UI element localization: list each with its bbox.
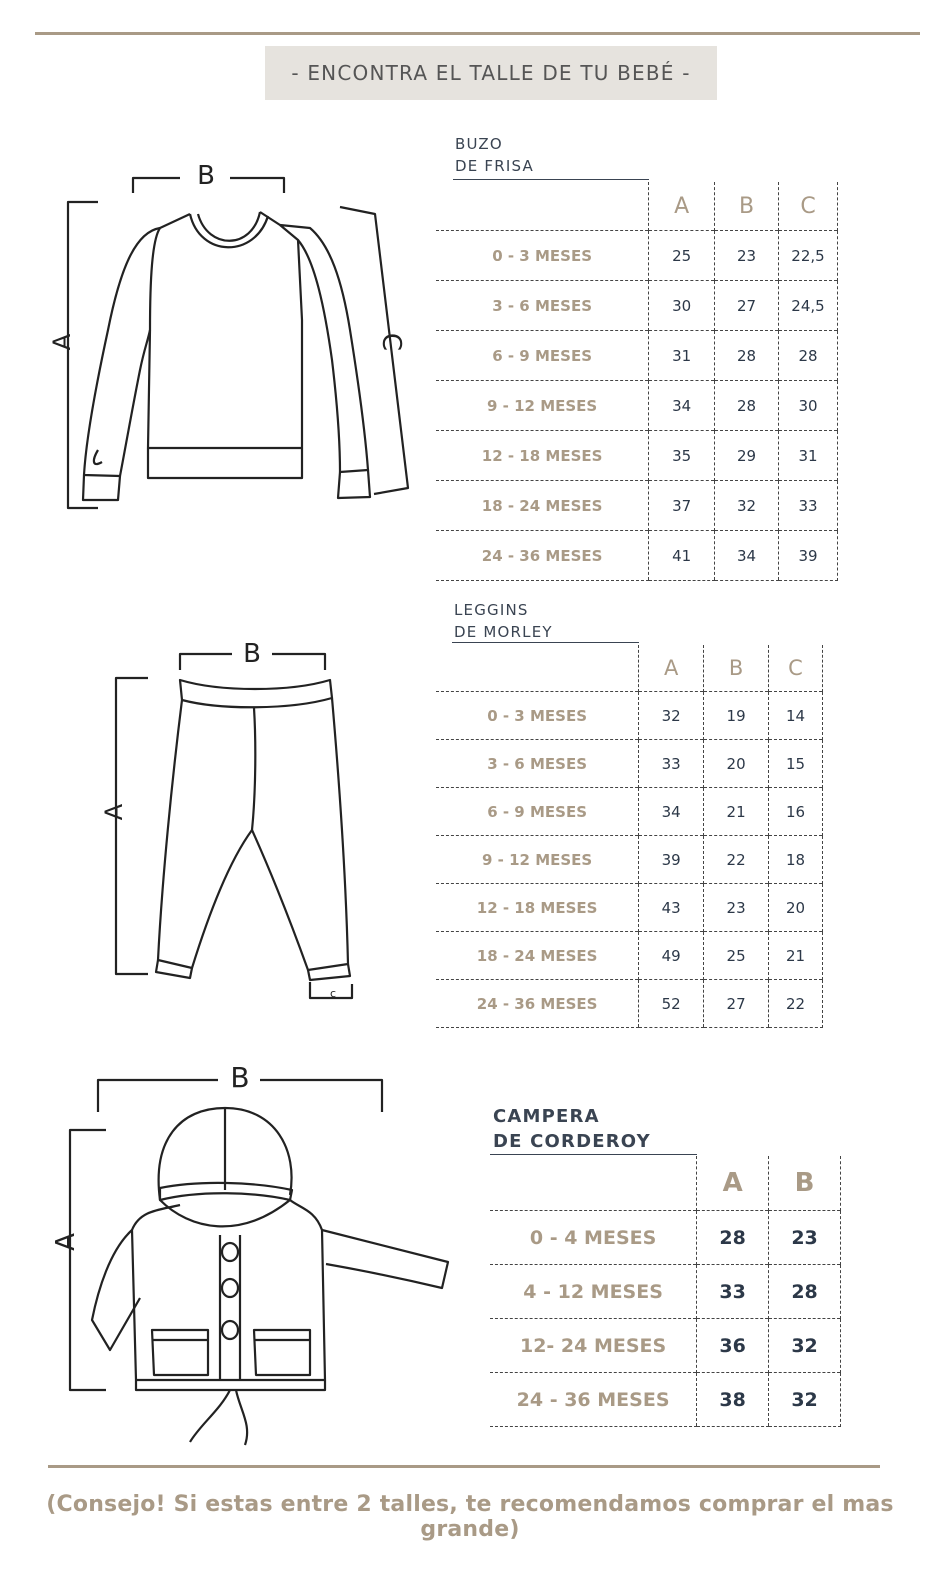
size-value: 52: [639, 980, 704, 1028]
size-value: 25: [649, 231, 715, 281]
size-value: 49: [639, 932, 704, 980]
size-label: 3 - 6 MESES: [436, 740, 639, 788]
size-value: 22: [704, 836, 769, 884]
jacket-dim-b: B: [230, 1061, 250, 1094]
table-row: [436, 836, 823, 884]
table-row: [490, 1211, 841, 1265]
table-row: [490, 1265, 841, 1319]
sweater-illustration: [40, 150, 430, 530]
size-value: 23: [715, 231, 779, 281]
leggings-col-b: B: [704, 645, 769, 692]
sweater-size-table: [436, 182, 838, 581]
leggings-title-underline: [452, 642, 639, 643]
sweater-dim-a: A: [48, 333, 76, 351]
table-row: [436, 692, 823, 740]
table-row: [436, 331, 838, 381]
size-value: 28: [697, 1211, 769, 1265]
size-value: 31: [649, 331, 715, 381]
sweater-dim-b: B: [197, 161, 215, 191]
size-value: 15: [769, 740, 823, 788]
size-value: 23: [769, 1211, 841, 1265]
top-divider: [35, 32, 920, 35]
size-label: 12 - 18 MESES: [436, 884, 639, 932]
leggings-title: [454, 599, 553, 643]
size-label: 6 - 9 MESES: [436, 331, 649, 381]
sweater-dim-c: C: [376, 332, 406, 352]
jacket-title-underline: [490, 1154, 697, 1155]
leggings-title-line2: DE MORLEY: [454, 623, 553, 641]
size-value: 39: [639, 836, 704, 884]
jacket-dim-a: A: [51, 1233, 81, 1251]
footer-tip: (Consejo! Si estas entre 2 talles, te recomendamos comprar el mas grande): [46, 1492, 894, 1542]
table-row: [490, 1319, 841, 1373]
sweater-header-blank: [436, 182, 649, 231]
size-label: 4 - 12 MESES: [490, 1265, 697, 1319]
jacket-title-line2: DE CORDEROY: [493, 1131, 651, 1152]
size-value: 32: [639, 692, 704, 740]
size-label: 18 - 24 MESES: [436, 932, 639, 980]
size-value: 30: [649, 281, 715, 331]
size-label: 0 - 3 MESES: [436, 231, 649, 281]
size-label: 9 - 12 MESES: [436, 381, 649, 431]
size-value: 32: [715, 481, 779, 531]
leggings-dim-a: A: [100, 803, 128, 821]
leggings-illustration: [100, 630, 370, 1010]
jacket-col-b: B: [769, 1156, 841, 1211]
size-value: 28: [715, 381, 779, 431]
table-row: [436, 281, 838, 331]
sweater-title: [455, 133, 534, 177]
sweater-col-c: C: [779, 182, 838, 231]
size-value: 22: [769, 980, 823, 1028]
leggings-col-c: C: [769, 645, 823, 692]
size-label: 18 - 24 MESES: [436, 481, 649, 531]
size-value: 28: [769, 1265, 841, 1319]
table-row: [490, 1373, 841, 1427]
jacket-header-blank: [490, 1156, 697, 1211]
size-value: 20: [704, 740, 769, 788]
size-label: 12 - 18 MESES: [436, 431, 649, 481]
size-label: 12- 24 MESES: [490, 1319, 697, 1373]
size-label: 24 - 36 MESES: [490, 1373, 697, 1427]
size-value: 27: [715, 281, 779, 331]
size-value: 43: [639, 884, 704, 932]
jacket-col-a: A: [697, 1156, 769, 1211]
leggings-dim-c: c: [329, 987, 337, 1000]
size-value: 19: [704, 692, 769, 740]
table-row: [436, 431, 838, 481]
table-row: [436, 884, 823, 932]
size-label: 0 - 3 MESES: [436, 692, 639, 740]
size-value: 36: [697, 1319, 769, 1373]
sweater-col-a: A: [649, 182, 715, 231]
sweater-col-b: B: [715, 182, 779, 231]
size-value: 31: [779, 431, 838, 481]
size-label: 3 - 6 MESES: [436, 281, 649, 331]
size-value: 33: [697, 1265, 769, 1319]
leggings-header-blank: [436, 645, 639, 692]
size-value: 21: [769, 932, 823, 980]
jacket-size-table: [490, 1156, 841, 1427]
table-row: [436, 980, 823, 1028]
size-value: 27: [704, 980, 769, 1028]
size-label: 9 - 12 MESES: [436, 836, 639, 884]
size-value: 14: [769, 692, 823, 740]
jacket-title-line1: CAMPERA: [493, 1106, 600, 1127]
leggings-dim-b: B: [243, 639, 261, 669]
size-value: 35: [649, 431, 715, 481]
size-value: 30: [779, 381, 838, 431]
sweater-title-line2: DE FRISA: [455, 157, 534, 175]
size-value: 28: [779, 331, 838, 381]
table-row: [436, 231, 838, 281]
jacket-title: [493, 1104, 651, 1154]
size-label: 0 - 4 MESES: [490, 1211, 697, 1265]
sweater-title-underline: [453, 179, 649, 180]
jacket-illustration: [40, 1060, 460, 1450]
size-value: 33: [779, 481, 838, 531]
jacket-table-header: [490, 1156, 841, 1211]
sweater-title-line1: BUZO: [455, 135, 503, 153]
table-row: [436, 481, 838, 531]
size-value: 21: [704, 788, 769, 836]
size-value: 39: [779, 531, 838, 581]
size-label: 24 - 36 MESES: [436, 980, 639, 1028]
size-value: 41: [649, 531, 715, 581]
size-value: 24,5: [779, 281, 838, 331]
table-row: [436, 740, 823, 788]
size-value: 25: [704, 932, 769, 980]
table-row: [436, 932, 823, 980]
leggings-col-a: A: [639, 645, 704, 692]
page-title-banner: - ENCONTRA EL TALLE DE TU BEBÉ -: [265, 46, 717, 100]
size-value: 34: [649, 381, 715, 431]
size-label: 24 - 36 MESES: [436, 531, 649, 581]
size-value: 28: [715, 331, 779, 381]
size-value: 20: [769, 884, 823, 932]
size-value: 34: [715, 531, 779, 581]
size-value: 18: [769, 836, 823, 884]
size-value: 22,5: [779, 231, 838, 281]
bottom-divider: [48, 1465, 880, 1468]
size-label: 6 - 9 MESES: [436, 788, 639, 836]
size-value: 38: [697, 1373, 769, 1427]
leggings-title-line1: LEGGINS: [454, 601, 529, 619]
size-value: 34: [639, 788, 704, 836]
size-value: 33: [639, 740, 704, 788]
size-value: 16: [769, 788, 823, 836]
size-value: 32: [769, 1373, 841, 1427]
size-value: 23: [704, 884, 769, 932]
table-row: [436, 788, 823, 836]
leggings-size-table: [436, 645, 823, 1028]
size-value: 32: [769, 1319, 841, 1373]
sweater-table-header: [436, 182, 838, 231]
size-value: 37: [649, 481, 715, 531]
leggings-table-header: [436, 645, 823, 692]
table-row: [436, 531, 838, 581]
size-value: 29: [715, 431, 779, 481]
table-row: [436, 381, 838, 431]
